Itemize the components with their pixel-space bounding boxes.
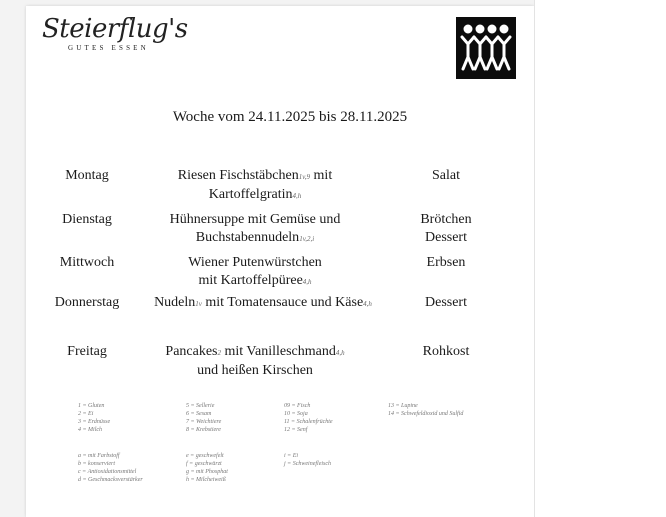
dish-text: Pancakes [165, 344, 218, 359]
dish-text: Riesen Fischstäbchen [177, 168, 299, 183]
allergen-note: 4,h [363, 300, 372, 308]
legend-entry: 6 = Sesam [186, 411, 212, 417]
legend-entry: d = Geschmacksverstärker [78, 477, 143, 483]
day-label-wednesday: Mittwoch [59, 255, 115, 270]
legend-column-5 [78, 452, 143, 484]
legend-column-1 [78, 402, 110, 434]
allergen-note: 1v,2,i [299, 235, 315, 243]
side-panel [534, 0, 666, 517]
dish-wednesday [130, 254, 380, 291]
allergen-note: 4,h [292, 192, 302, 200]
side-tuesday [406, 211, 486, 247]
legend-column-4 [388, 402, 463, 418]
dish-text: mit Kartoffelpüree [198, 273, 303, 288]
dish-text: Hühnersuppe mit Gemüse und [169, 212, 341, 227]
legend-entry: 11 = Schalenfrüchte [284, 419, 333, 425]
side-monday: Salat [432, 168, 460, 183]
dish-text: mit Tomatensauce und Käse [201, 295, 364, 310]
legend-entry: 2 = Ei [78, 411, 94, 417]
legend-column-3 [284, 402, 333, 434]
allergen-note: 4,h [335, 349, 345, 357]
legend-entry: 10 = Soja [284, 411, 308, 417]
dish-monday [130, 167, 380, 205]
legend-entry: c = Antioxidationsmittel [78, 469, 137, 475]
day-label-tuesday: Dienstag [62, 212, 112, 227]
dish-text: und heißen Kirschen [197, 363, 313, 378]
allergen-note: 1v,9 [298, 173, 311, 181]
day-label-friday: Freitag [67, 344, 107, 359]
legend-entry: 13 = Lupine [388, 403, 418, 409]
allergen-note: 1v [195, 300, 202, 308]
brand-logo-subtitle: GUTES ESSEN [68, 44, 149, 52]
legend-entry: f = geschwärzt [186, 461, 222, 467]
legend-entry: j = Schweinefleisch [284, 461, 332, 467]
dish-text: Kartoffelgratin [208, 187, 293, 202]
legend-column-7 [284, 452, 331, 468]
legend-entry: 4 = Milch [78, 427, 103, 433]
legend-entry: 12 = Senf [284, 427, 308, 433]
brand-logo-script: Steierflug's [42, 14, 188, 44]
legend-entry: g = mit Phosphat [186, 469, 228, 475]
side-thursday: Dessert [425, 295, 467, 310]
dish-text: Nudeln [154, 295, 196, 310]
legend-entry: a = mit Farbstoff [78, 453, 120, 459]
dish-text: Buchstabennudeln [195, 230, 300, 245]
dish-text: Wiener Putenwürstchen [188, 255, 322, 270]
side-wednesday: Erbsen [426, 255, 466, 270]
legend-entry: 8 = Krebstiere [186, 427, 221, 433]
dish-thursday [118, 294, 408, 313]
legend-entry: i = Ei [284, 453, 299, 459]
legend-entry: 14 = Schwefeldioxid und Sulfid [388, 411, 464, 417]
legend-entry: 09 = Fisch [284, 403, 311, 409]
dish-text: mit Vanilleschmand [221, 344, 336, 359]
dish-friday [130, 343, 380, 380]
legend-entry: 7 = Weichtiere [186, 419, 222, 425]
brand-emblem-icon [456, 17, 516, 79]
allergen-note: 4,h [302, 278, 312, 286]
side-text: Dessert [425, 230, 467, 245]
legend-entry: 1 = Gluten [78, 403, 105, 409]
week-title: Woche vom 24.11.2025 bis 28.11.2025 [172, 109, 408, 125]
dish-tuesday [130, 211, 380, 248]
legend-entry: 5 = Sellerie [186, 403, 215, 409]
legend-column-6 [186, 452, 228, 484]
legend-entry: 3 = Erdnüsse [78, 419, 111, 425]
day-label-monday: Montag [65, 168, 109, 183]
legend-entry: e = geschwefelt [186, 453, 224, 459]
dish-text: mit [310, 168, 333, 183]
legend-entry: b = konserviert [78, 461, 116, 467]
side-text: Brötchen [420, 212, 472, 227]
side-friday: Rohkost [422, 344, 470, 359]
allergen-note: 2 [217, 349, 221, 357]
legend-entry: h = Milcheiweiß [186, 477, 226, 483]
day-label-thursday: Donnerstag [54, 295, 120, 310]
legend-column-2 [186, 402, 221, 434]
